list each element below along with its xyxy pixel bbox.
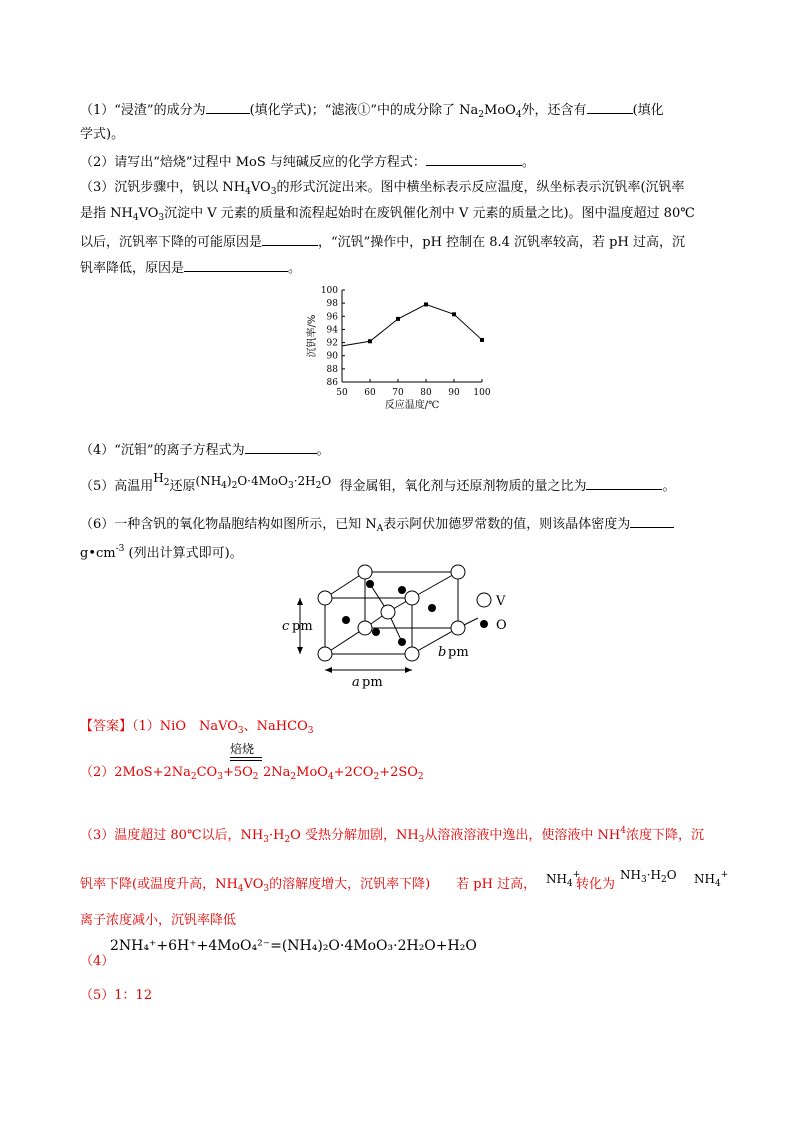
v-atom [358, 565, 372, 579]
x-tick-label: 60 [364, 388, 376, 398]
q5-text-b: 还原 [169, 479, 196, 494]
answer-sub: 4 [327, 772, 334, 782]
q2-text: 请写出“焙烧”过程中 MoS 与纯碱反应的化学方程式： [114, 155, 426, 170]
q5-f: (NH [195, 474, 222, 488]
answer-1 [80, 718, 313, 740]
answer-sub: 3 [307, 726, 314, 736]
answer-sub: 2 [373, 772, 380, 782]
answer-sub: 4 [237, 884, 244, 894]
y-tick-label: 86 [326, 378, 338, 388]
answer-4-number: （4） [80, 954, 115, 969]
v-atom [358, 621, 372, 635]
legend-v-symbol [477, 593, 491, 607]
question-3 [80, 179, 685, 201]
nh3-text-c: O [666, 868, 677, 882]
data-point [452, 312, 456, 316]
answer-3-line-3: 离子浓度减小，沉钒率降低 [80, 913, 237, 928]
nh3-text: NH [620, 868, 641, 882]
y-tick-label: 88 [326, 364, 338, 375]
q1-text-a: “浸渣”的成分为 [114, 103, 206, 118]
v-atom [405, 591, 419, 605]
o-atom [398, 586, 406, 594]
q5-sub: 2 [315, 481, 322, 491]
answer-5: （5）1：12 [80, 988, 153, 1003]
q5-f: ) [226, 474, 232, 488]
q1-line-2: 学式)。 [80, 127, 125, 142]
q3-sub: 4 [245, 187, 251, 197]
x-tick-label: 90 [448, 388, 460, 398]
q6-sup: -3 [115, 544, 125, 554]
answer-sub: 2 [190, 772, 197, 782]
answer-1-b: 、NaHCO [243, 719, 308, 734]
answer-sub: 3 [640, 875, 647, 885]
q1-text-c: (填化 [632, 103, 664, 118]
answer-3-c: O 受热分解加剧，NH [290, 828, 419, 843]
answer-3-l2c: 的溶解度增大，沉钒率下降) 若 pH 过高， [269, 877, 537, 892]
answer-2-condition: 焙烧 [230, 742, 255, 756]
q3-number: （3） [80, 180, 115, 195]
answer-sup: 4 [620, 826, 626, 836]
q1-text-b2: MoO [484, 103, 516, 118]
nh4-text: NH [546, 872, 567, 886]
answer-3-line-2 [80, 876, 536, 898]
q1-text-b: (填化学式)；“滤液①”中的成分除了 Na [249, 103, 479, 118]
data-point [396, 317, 400, 321]
data-point [424, 302, 428, 306]
v-atom [451, 565, 465, 579]
q6-text-a: 一种含钒的氧化物晶胞结构如图所示，已知 N [114, 517, 377, 532]
data-point [368, 339, 372, 343]
q3-line-4 [80, 258, 301, 278]
q3-l3b: ，“沉钒”操作中，pH 控制在 8.4 沉钒率较高，若 pH 过高，沉 [318, 235, 685, 250]
q6-sub: A [376, 524, 384, 534]
question-2 [80, 152, 535, 172]
q5-number: （5） [80, 479, 115, 494]
v-atom [318, 591, 332, 605]
q5-sub: 3 [287, 481, 294, 491]
q3-l1b: VO [250, 180, 271, 195]
q1-blank-1[interactable] [206, 100, 250, 114]
data-point [480, 338, 484, 342]
q1-blank-2[interactable] [587, 100, 633, 114]
a-dimension-unit: pm [362, 675, 383, 690]
nh3-text-b: ·H [646, 868, 661, 882]
answer-sub: 2 [284, 835, 291, 845]
answer-sub: 2 [417, 772, 424, 782]
legend-o-symbol [480, 620, 488, 628]
q4-number: （4） [80, 443, 115, 458]
answer-tag: 【答案】 [80, 719, 133, 734]
q3-l2a: 是指 NH [80, 206, 133, 221]
answer-sub: 2 [660, 875, 667, 885]
answer-sub: 2 [252, 772, 259, 782]
answer-2-r2: MoO [296, 765, 328, 780]
answer-2 [80, 764, 259, 786]
answer-3-l2b: VO [243, 877, 264, 892]
c-dimension-unit: pm [292, 619, 313, 634]
q6-blank[interactable] [630, 514, 674, 528]
q5-f: O [321, 474, 332, 488]
answer-sub: 3 [263, 884, 270, 894]
answer-sub: 3 [263, 835, 269, 845]
answer-3-nh3 [620, 866, 677, 889]
answer-2-r4: +2SO [379, 765, 418, 780]
answer-sub: 2 [290, 772, 297, 782]
q5-h2-text: H [153, 471, 164, 485]
q1-number: （1） [80, 103, 115, 118]
q1-text-b3: 外，还含有 [521, 103, 587, 118]
question-1 [80, 100, 664, 124]
y-axis-label: 沉钒率/% [307, 314, 318, 358]
answer-sub: 3 [237, 726, 244, 736]
x-tick-label: 100 [473, 388, 491, 398]
crystal-cell-diagram [280, 560, 540, 690]
answer-3-to: 转化为 [576, 877, 616, 892]
x-tick-label: 70 [392, 388, 404, 398]
q6-text-b: 表示阿伏加德罗常数的值，则该晶体密度为 [383, 517, 631, 532]
v-atom [381, 605, 395, 619]
answer-2-arrow-line [230, 757, 262, 758]
answer-sub: 3 [217, 772, 223, 782]
y-tick-label: 96 [326, 312, 338, 323]
answer-2-arrow-line [230, 760, 262, 761]
q3-l3a: 以后，沉钒率下降的可能原因是 [80, 235, 263, 250]
answer-2-left: （2）2MoS+2Na [80, 765, 191, 780]
answer-4-equation: 2NH₄⁺+6H⁺+4MoO₄²⁻=(NH₄)₂O·4MoO₃·2H₂O+H₂O [110, 938, 477, 954]
answer-2-r3: +2CO [333, 765, 374, 780]
legend-o-label: O [496, 618, 507, 633]
question-4 [80, 440, 330, 460]
q3-sub: 4 [132, 213, 139, 223]
nh4-text: NH [694, 872, 715, 886]
c-dimension-letter: c [282, 619, 290, 634]
q3-l4b: 。 [288, 261, 302, 276]
a-dimension-letter: a [352, 675, 360, 690]
q3-l2c: 沉淀中 V 元素的质量和流程起始时在废钒催化剂中 V 元素的质量之比)。图中温度超过 80℃ [164, 206, 695, 221]
o-atom [398, 638, 406, 646]
v-atom [405, 647, 419, 661]
answer-sub: 4 [714, 879, 721, 889]
answer-3-a: （3）温度超过 80℃以后，NH [80, 828, 264, 843]
answer-3-b: ·H [268, 828, 285, 843]
answer-sub: 4 [566, 879, 573, 889]
y-tick-label: 90 [326, 351, 338, 362]
answer-1-a: （1）NiO NaVO [132, 719, 238, 734]
q5-f: ·2H [293, 474, 316, 488]
o-atom [372, 628, 380, 636]
legend-v-label: V [496, 594, 506, 609]
question-6 [80, 514, 674, 538]
q3-l1a: 沉钒步骤中，钒以 NH [114, 180, 246, 195]
v-atom [318, 647, 332, 661]
q5-text-c: 得金属钼，氧化剂与还原剂物质的量之比为 [339, 479, 587, 494]
answer-3-d: 从溶液溶液中逸出，使溶液中 NH [424, 828, 621, 843]
answer-2-left3: +5O [222, 765, 253, 780]
answer-sup: + [572, 870, 581, 880]
y-tick-label: 94 [326, 325, 338, 336]
answer-sup: + [720, 870, 729, 880]
q2-number: （2） [80, 155, 115, 170]
y-tick-label: 98 [326, 299, 338, 310]
answer-sub: 3 [418, 835, 425, 845]
answer-3-nh4-b [694, 866, 728, 893]
q6-line2b: (列出计算式即可)。 [124, 546, 243, 561]
q5-h2 [153, 471, 170, 488]
q2-end: 。 [521, 155, 535, 170]
q6-number: （6） [80, 517, 115, 532]
q5-sub: 2 [163, 478, 170, 488]
series-line [342, 304, 482, 345]
q3-l2b: VO [138, 206, 159, 221]
q4-text: “沉钼”的离子方程式为 [114, 443, 245, 458]
q3-line-2 [80, 205, 695, 227]
q5-blank[interactable] [586, 476, 662, 490]
answer-2-r1: 2Na [263, 765, 291, 780]
o-atom [428, 604, 436, 612]
answer-3-e: 浓度下降，沉 [626, 828, 705, 843]
b-dimension-letter: b [438, 645, 447, 660]
answer-3-l2a: 钒率下降(或温度升高，NH [80, 877, 238, 892]
vanadium-precipitation-chart [300, 282, 500, 414]
q2-blank[interactable] [426, 152, 522, 166]
q5-formula [195, 474, 332, 491]
q3-l1c: 的形式沉淀出来。图中横坐标表示反应温度，纵坐标表示沉钒率(沉钒率 [276, 180, 685, 195]
q3-blank-2[interactable] [184, 258, 288, 272]
q1-sub: 4 [515, 110, 522, 120]
q3-l4a: 钒率降低，原因是 [80, 261, 185, 276]
x-tick-label: 50 [336, 388, 348, 398]
b-dimension-unit: pm [448, 645, 469, 660]
o-atom [342, 616, 350, 624]
q4-blank[interactable] [245, 440, 317, 454]
x-axis-label: 反应温度/℃ [384, 400, 440, 411]
q5-f: O·4MoO [237, 474, 288, 488]
answer-3 [80, 822, 704, 849]
q5-text-a: 高温用 [114, 479, 154, 494]
v-atom [451, 621, 465, 635]
q3-sub: 3 [270, 187, 277, 197]
y-tick-label: 100 [320, 286, 338, 296]
question-5 [80, 471, 676, 500]
q3-sub: 3 [158, 213, 165, 223]
q3-line-3 [80, 232, 685, 252]
q5-sub: 2 [231, 481, 238, 491]
answer-2-right [263, 764, 424, 786]
q5-sub: 4 [221, 481, 227, 491]
y-tick-label: 92 [326, 338, 338, 349]
q6-line-2 [80, 540, 243, 563]
o-atom [366, 580, 374, 588]
q1-sub: 2 [478, 110, 485, 120]
q5-end: 。 [662, 479, 676, 494]
q4-end: 。 [316, 443, 330, 458]
q3-blank-1[interactable] [262, 232, 318, 246]
x-tick-label: 80 [420, 388, 432, 398]
q6-unit: g•cm [80, 546, 116, 561]
answer-2-left2: CO [196, 765, 218, 780]
